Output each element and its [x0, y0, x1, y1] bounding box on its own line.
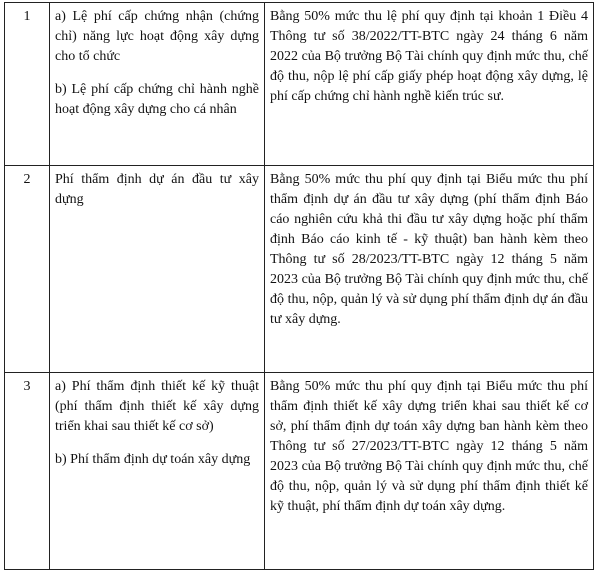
row-number: 1: [5, 3, 50, 166]
fee-name-cell: [50, 166, 265, 373]
row-number: 3: [5, 373, 50, 570]
fee-description: Bằng 50% mức thu lệ phí quy định tại khoản 1 Điều 4 Thông tư số 38/2022/TT-BTC ngày 24 tháng 6 năm 2022 của Bộ trưởng Bộ Tài chính quy định mức thu, chế độ thu, nộp lệ phí cấp giấy phép hoạt động xây dựng, lệ phí cấp chứng chỉ hành nghề kiến trúc sư.: [265, 3, 594, 166]
fee-description: Bằng 50% mức thu phí quy định tại Biểu mức thu phí thẩm định thiết kế xây dựng triển khai sau thiết kế cơ sở, phí thẩm định dự toán xây dựng ban hành kèm theo Thông tư số 27/2023/TT-BTC ngày 12 tháng 5 năm 2023 của Bộ trưởng Bộ Tài chính quy định mức thu, chế độ thu, nộp, quản lý và sử dụng phí thẩm định thiết kế kỹ thuật, phí thẩm định dự toán xây dựng.: [265, 373, 594, 570]
table-row: [5, 3, 594, 166]
fee-name-item: b) Lệ phí cấp chứng chỉ hành nghề hoạt động xây dựng cho cá nhân: [55, 82, 259, 117]
fee-description: Bằng 50% mức thu phí quy định tại Biểu mức thu phí thẩm định dự án đầu tư xây dựng (phí thẩm định Báo cáo nghiên cứu khả thi đầu tư xây dựng hoặc phí thẩm định Báo cáo kinh tế - kỹ thuật) ban hành kèm theo Thông tư số 28/2023/TT-BTC ngày 12 tháng 5 năm 2023 của Bộ trưởng Bộ Tài chính quy định mức thu, chế độ thu, nộp, quản lý và sử dụng phí thẩm định dự án đầu tư xây dựng.: [265, 166, 594, 373]
fee-name-cell: [50, 373, 265, 570]
row-number: 2: [5, 166, 50, 373]
fee-name-item: a) Phí thẩm định thiết kế kỹ thuật (phí thẩm định thiết kế xây dựng triển khai sau thiết kế cơ sở): [55, 379, 259, 434]
fee-name-item: a) Lệ phí cấp chứng nhận (chứng chỉ) năng lực hoạt động xây dựng cho tổ chức: [55, 9, 259, 64]
fee-name-item: Phí thẩm định dự án đầu tư xây dựng: [55, 172, 259, 207]
fee-table: [4, 2, 594, 570]
fee-name-item: b) Phí thẩm định dự toán xây dựng: [55, 452, 251, 467]
table-row: [5, 373, 594, 570]
table-row: [5, 166, 594, 373]
fee-name-cell: [50, 3, 265, 166]
